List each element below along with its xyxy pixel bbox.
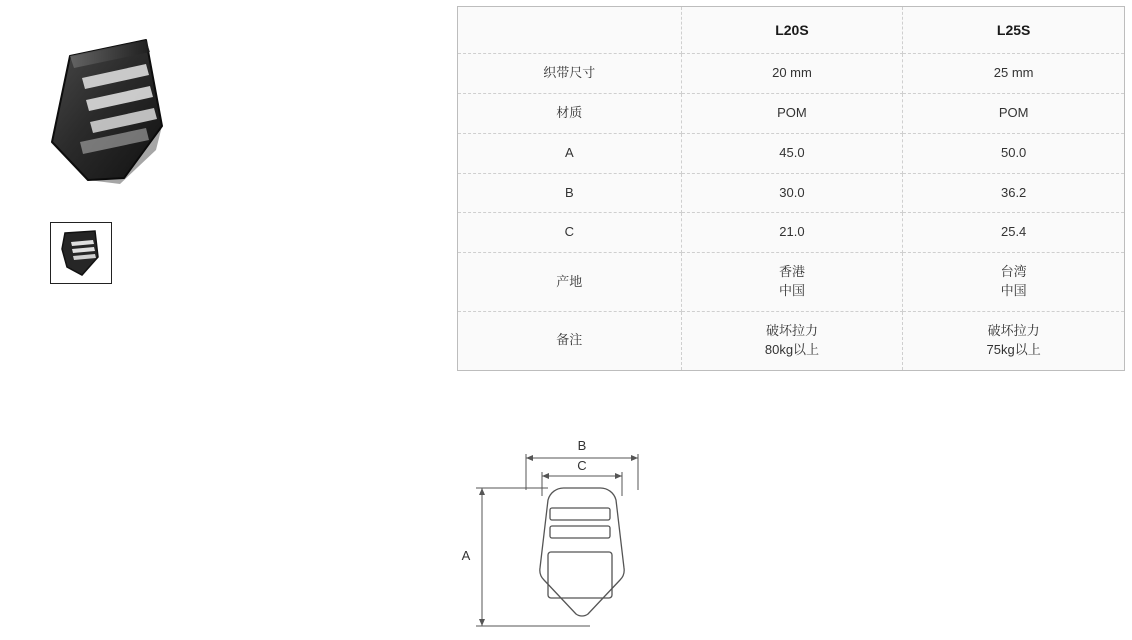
cell-c-l25s: 25.4 (903, 213, 1125, 253)
cell-remark-l20s-line2: 80kg以上 (764, 341, 820, 357)
table-row (458, 253, 1125, 312)
cell-c-l20s: 21.0 (681, 213, 903, 253)
slot-2 (550, 526, 610, 538)
row-label-a: A (458, 133, 682, 173)
cell-origin-l20s-line2: 中国 (778, 283, 805, 299)
row-label-origin: 产地 (458, 253, 682, 312)
table-row (458, 311, 1125, 370)
table-header-blank (458, 7, 682, 54)
dim-label-c: C (577, 458, 587, 473)
technical-drawing (430, 430, 730, 635)
cell-b-l20s: 30.0 (681, 173, 903, 213)
table-row (458, 213, 1125, 253)
product-thumbnail-svg (51, 223, 111, 283)
product-photo-svg (28, 30, 198, 190)
cell-remark-l25s-line1: 破坏拉力 (987, 322, 1040, 338)
table-row (458, 54, 1125, 94)
row-label-webbing-size: 织带尺寸 (458, 54, 682, 94)
table-header-l20s: L20S (681, 7, 903, 54)
row-label-c: C (458, 213, 682, 253)
cell-origin-l25s-line2: 中国 (1000, 283, 1027, 299)
product-thumbnail[interactable] (50, 222, 112, 284)
row-label-b: B (458, 173, 682, 213)
row-label-material: 材质 (458, 93, 682, 133)
cell-origin-l20s-line1: 香港 (778, 264, 805, 280)
dim-label-a: A (461, 548, 471, 563)
cell-remark-l25s-line2: 75kg以上 (986, 341, 1041, 357)
row-label-remark: 备注 (458, 311, 682, 370)
table-row (458, 173, 1125, 213)
cell-webbing-size-l25s: 25 mm (903, 54, 1125, 94)
cell-b-l25s: 36.2 (903, 173, 1125, 213)
cell-webbing-size-l20s: 20 mm (681, 54, 903, 94)
technical-drawing-svg (430, 430, 730, 635)
table-header-row (458, 7, 1125, 54)
table-row (458, 133, 1125, 173)
cell-remark-l25s (903, 311, 1125, 370)
cell-a-l25s: 50.0 (903, 133, 1125, 173)
cell-material-l20s: POM (681, 93, 903, 133)
cell-origin-l25s (903, 253, 1125, 312)
cell-origin-l25s-line1: 台湾 (1000, 264, 1027, 280)
cell-origin-l20s (681, 253, 903, 312)
dim-label-b: B (577, 438, 587, 453)
slot-3 (548, 552, 612, 598)
cell-material-l25s: POM (903, 93, 1125, 133)
specification-table (457, 6, 1125, 371)
cell-remark-l20s-line1: 破坏拉力 (765, 322, 818, 338)
product-photo (28, 30, 198, 190)
cell-remark-l20s (681, 311, 903, 370)
slot-1 (550, 508, 610, 520)
table-row (458, 93, 1125, 133)
table-header-l25s: L25S (903, 7, 1125, 54)
cell-a-l20s: 45.0 (681, 133, 903, 173)
